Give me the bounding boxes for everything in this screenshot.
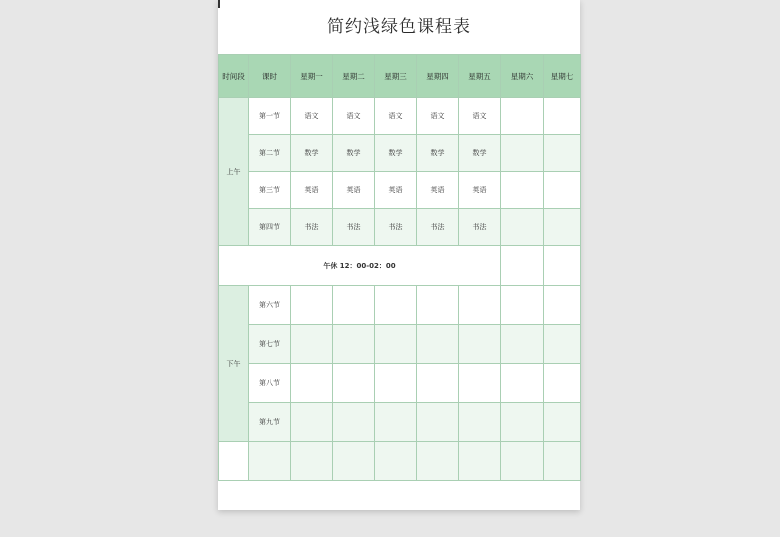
table-row [219, 403, 581, 442]
header-monday: 星期一 [291, 55, 333, 98]
table-cell: 书法 [417, 209, 459, 246]
table-cell [417, 364, 459, 403]
header-time-period: 时间段 [219, 55, 249, 98]
header-sunday: 星期七 [544, 55, 581, 98]
period-afternoon: 下午 [219, 286, 249, 442]
slot-label: 第九节 [249, 403, 291, 442]
table-cell [333, 286, 375, 325]
table-cell [375, 442, 417, 481]
table-cell: 数学 [291, 135, 333, 172]
table-cell [333, 442, 375, 481]
table-cell [417, 442, 459, 481]
table-cell [544, 403, 581, 442]
table-cell [501, 172, 544, 209]
table-cell: 书法 [375, 209, 417, 246]
table-cell [501, 364, 544, 403]
slot-label: 第三节 [249, 172, 291, 209]
lunch-break: 午休 12：00-02：00 [219, 246, 501, 286]
table-cell [291, 325, 333, 364]
table-cell [544, 135, 581, 172]
table-cell [333, 403, 375, 442]
table-cell [459, 442, 501, 481]
table-row [219, 364, 581, 403]
schedule-table [218, 54, 581, 481]
table-cell: 数学 [459, 135, 501, 172]
table-cell [333, 364, 375, 403]
table-cell [459, 403, 501, 442]
header-wednesday: 星期三 [375, 55, 417, 98]
table-cell [501, 98, 544, 135]
period-morning: 上午 [219, 98, 249, 246]
table-cell: 语文 [375, 98, 417, 135]
header-saturday: 星期六 [501, 55, 544, 98]
table-cell [291, 364, 333, 403]
slot-label: 第一节 [249, 98, 291, 135]
header-friday: 星期五 [459, 55, 501, 98]
table-cell [544, 364, 581, 403]
slot-label: 第二节 [249, 135, 291, 172]
header-tuesday: 星期二 [333, 55, 375, 98]
slot-label: 第四节 [249, 209, 291, 246]
header-row [219, 55, 581, 98]
document-title: 简约浅绿色课程表 [327, 17, 471, 37]
header-thursday: 星期四 [417, 55, 459, 98]
table-cell [501, 209, 544, 246]
table-cell: 英语 [291, 172, 333, 209]
table-row [219, 209, 581, 246]
table-cell [291, 403, 333, 442]
table-cell [333, 325, 375, 364]
table-cell: 英语 [417, 172, 459, 209]
table-row [219, 98, 581, 135]
table-cell [291, 286, 333, 325]
table-cell: 语文 [417, 98, 459, 135]
table-cell: 数学 [375, 135, 417, 172]
table-cell [375, 403, 417, 442]
table-cell [417, 286, 459, 325]
table-cell [417, 403, 459, 442]
table-row [219, 286, 581, 325]
table-cell [501, 135, 544, 172]
header-lesson: 课时 [249, 55, 291, 98]
table-cell: 英语 [459, 172, 501, 209]
table-cell: 语文 [291, 98, 333, 135]
table-cell [501, 403, 544, 442]
table-cell: 语文 [459, 98, 501, 135]
slot-label: 第八节 [249, 364, 291, 403]
table-cell [375, 325, 417, 364]
table-cell [544, 286, 581, 325]
table-cell [501, 442, 544, 481]
table-cell [459, 286, 501, 325]
table-cell [544, 209, 581, 246]
table-cell: 语文 [333, 98, 375, 135]
slot-label: 第七节 [249, 325, 291, 364]
table-cell [459, 364, 501, 403]
table-cell: 数学 [417, 135, 459, 172]
table-cell [544, 172, 581, 209]
document-page [218, 0, 580, 510]
table-cell [291, 442, 333, 481]
table-cell [544, 98, 581, 135]
table-row [219, 172, 581, 209]
table-cell [544, 442, 581, 481]
table-cell: 英语 [333, 172, 375, 209]
table-cell: 书法 [333, 209, 375, 246]
table-row [219, 442, 581, 481]
table-row [219, 135, 581, 172]
table-cell [501, 325, 544, 364]
slot-label: 第六节 [249, 286, 291, 325]
table-cell [544, 325, 581, 364]
table-cell [375, 364, 417, 403]
cursor-mark [218, 0, 220, 8]
table-cell [375, 286, 417, 325]
table-cell [501, 246, 544, 286]
table-cell: 书法 [459, 209, 501, 246]
table-cell [249, 442, 291, 481]
table-cell: 数学 [333, 135, 375, 172]
lunch-row [219, 246, 581, 286]
table-cell: 书法 [291, 209, 333, 246]
table-cell [544, 246, 581, 286]
table-cell [459, 325, 501, 364]
table-cell [219, 442, 249, 481]
table-cell: 英语 [375, 172, 417, 209]
table-cell [501, 286, 544, 325]
table-cell [417, 325, 459, 364]
table-row [219, 325, 581, 364]
